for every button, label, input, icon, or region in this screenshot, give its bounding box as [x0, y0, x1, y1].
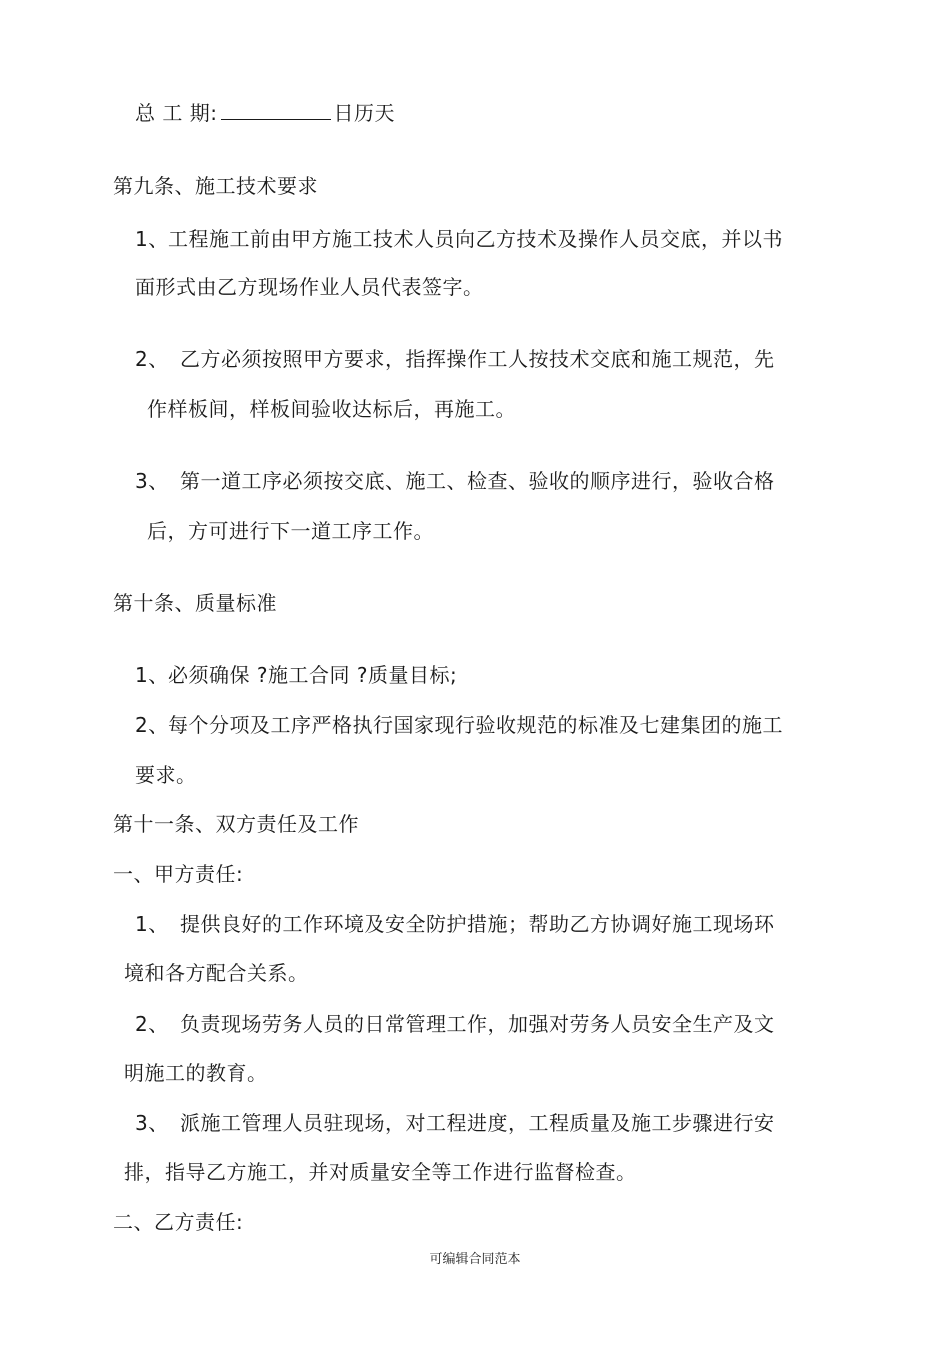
art9-item-2-line-2: 作样板间，样板间验收达标后，再施工。 [147, 397, 516, 421]
art9-item-1-line-1 [135, 227, 783, 251]
art9-item-3-line-1 [135, 469, 775, 493]
art9-item-2-number: 2、 [135, 347, 169, 371]
party-a-item-1-text: 提供良好的工作环境及安全防护措施；帮助乙方协调好施工现场环 [180, 912, 775, 936]
article-10-heading: 第十条、质量标准 [113, 591, 277, 615]
art10-item-1-text: 必须确保 ?施工合同 ?质量目标; [168, 663, 458, 687]
art9-item-2-text: 乙方必须按照甲方要求，指挥操作工人按技术交底和施工规范，先 [180, 347, 775, 371]
total-period-label: 总 工 期: [135, 101, 218, 125]
party-a-item-1-line-1 [135, 912, 775, 936]
page-footer: 可编辑合同范本 [429, 1252, 521, 1267]
party-a-item-3-number: 3、 [135, 1111, 169, 1135]
party-a-item-1-line-2: 境和各方配合关系。 [124, 961, 309, 985]
art9-item-1-number: 1、 [135, 227, 169, 251]
art9-item-1-text: 工程施工前由甲方施工技术人员向乙方技术及操作人员交底，并以书 [168, 227, 783, 251]
party-a-item-3-text: 派施工管理人员驻现场，对工程进度，工程质量及施工步骤进行安 [180, 1111, 775, 1135]
party-a-item-3-line-2: 排，指导乙方施工，并对质量安全等工作进行监督检查。 [124, 1160, 637, 1184]
art10-item-1 [135, 663, 457, 687]
total-period-unit: 日历天 [333, 101, 395, 125]
party-a-item-2-line-1 [135, 1012, 775, 1036]
art9-item-1-line-2: 面形式由乙方现场作业人员代表签字。 [135, 275, 484, 299]
art10-item-2-number: 2、 [135, 713, 169, 737]
art9-item-3-line-2: 后，方可进行下一道工序工作。 [147, 519, 434, 543]
art10-item-2-line-2: 要求。 [135, 763, 197, 787]
article-11-heading: 第十一条、双方责任及工作 [113, 812, 359, 836]
party-b-heading: 二、乙方责任: [113, 1210, 244, 1234]
period-blank-line [221, 101, 331, 120]
party-a-item-2-text: 负责现场劳务人员的日常管理工作，加强对劳务人员安全生产及文 [180, 1012, 775, 1036]
party-a-item-2-number: 2、 [135, 1012, 169, 1036]
total-period-line [135, 101, 395, 125]
party-a-heading: 一、甲方责任: [113, 862, 244, 886]
art10-item-1-number: 1、 [135, 663, 169, 687]
art10-item-2-line-1 [135, 713, 783, 737]
article-9-heading: 第九条、施工技术要求 [113, 174, 318, 198]
party-a-item-2-line-2: 明施工的教育。 [124, 1061, 268, 1085]
art9-item-2-line-1 [135, 347, 775, 371]
art10-item-2-text: 每个分项及工序严格执行国家现行验收规范的标准及七建集团的施工 [168, 713, 783, 737]
art9-item-3-text: 第一道工序必须按交底、施工、检查、验收的顺序进行，验收合格 [180, 469, 775, 493]
art9-item-3-number: 3、 [135, 469, 169, 493]
party-a-item-1-number: 1、 [135, 912, 169, 936]
party-a-item-3-line-1 [135, 1111, 775, 1135]
